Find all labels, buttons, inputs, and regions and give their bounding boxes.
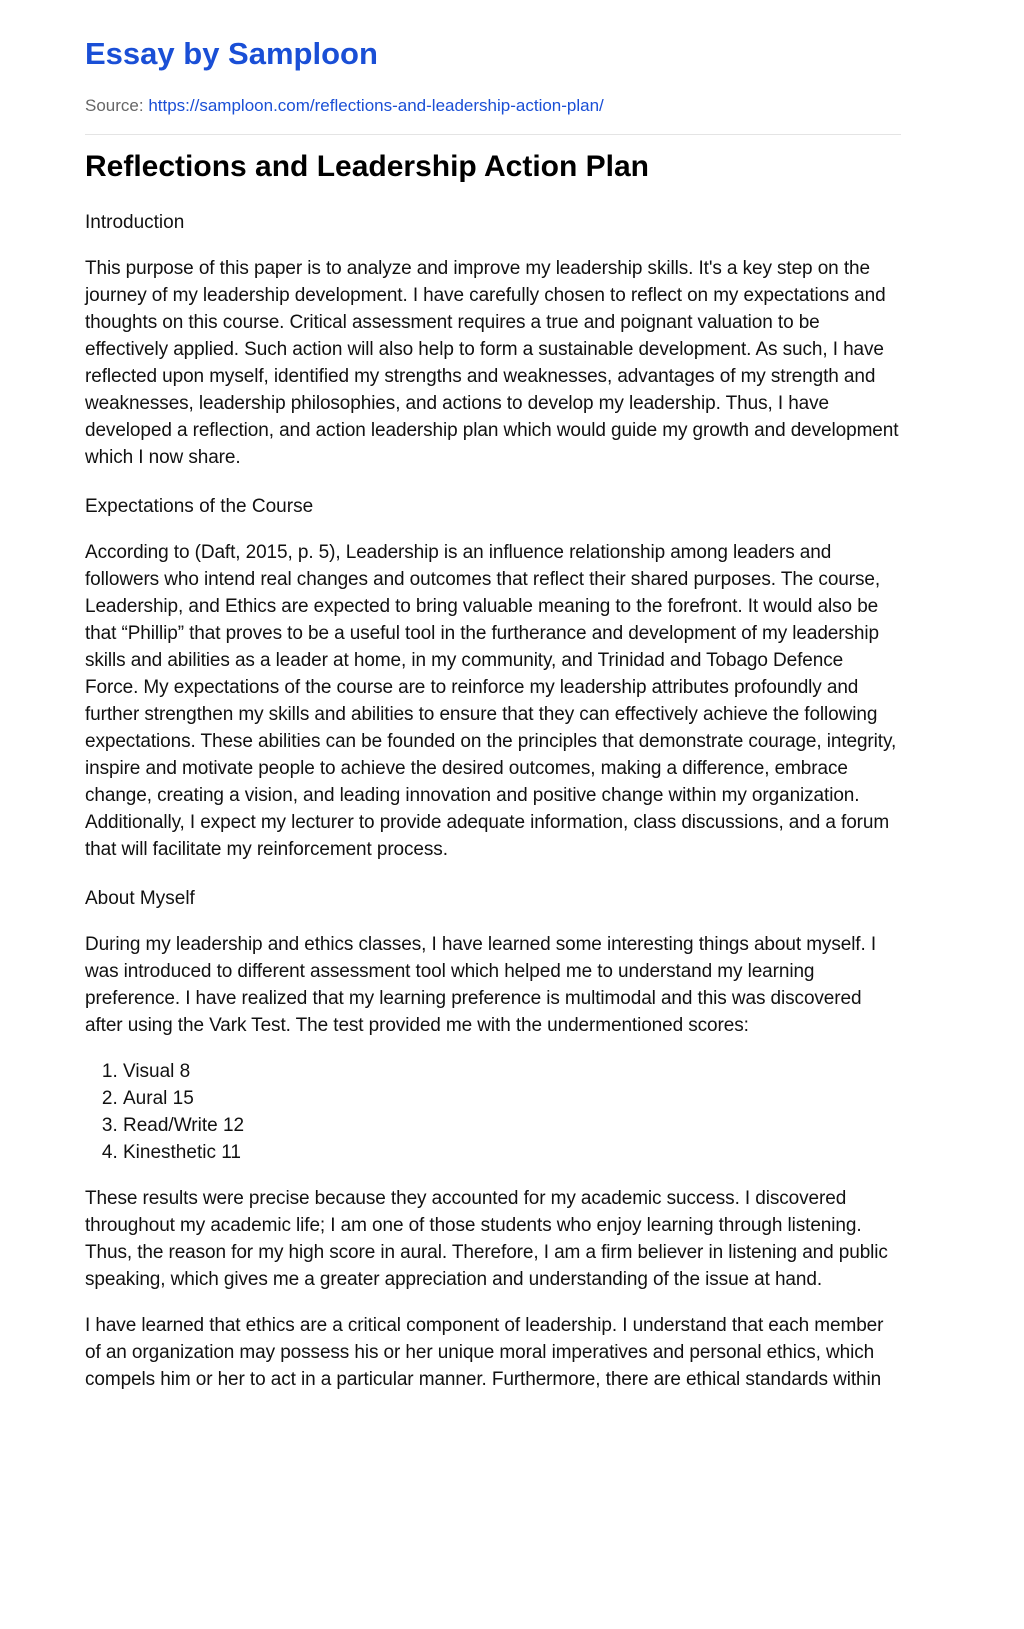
paragraph: During my leadership and ethics classes, I have learned some interesting things about myself. I was introduced to different assessment tool which helped me to understand my learning preference. I have realized that my learning preference is multimodal and this was discovered after using the Vark Test. The test provided me with the undermentioned scores:	[85, 934, 877, 1036]
source-link[interactable]: https://samploon.com/reflections-and-leadership-action-plan/	[148, 96, 604, 115]
document	[85, 0, 901, 1393]
paragraph: This purpose of this paper is to analyze and improve my leadership skills. It's a key step on the journey of my leadership development. I have carefully chosen to reflect on my expectations and thoughts on this course. Critical assessment requires a true and poignant valuation to be effectively applied. Such action will also help to form a sustainable development. As such, I have reflected upon myself, identified my strengths and weaknesses, advantages of my strength and weaknesses, leadership philosophies, and actions to develop my leadership. Thus, I have developed a reflection, and action leadership plan which would guide my growth and development which I now share.	[85, 258, 899, 468]
site-title: Essay by Samploon	[85, 36, 378, 71]
list-item: 3. Read/Write 12	[123, 1112, 901, 1139]
source-label: Source:	[85, 96, 144, 115]
list-item: 1. Visual 8	[123, 1058, 901, 1085]
paragraph: I have learned that ethics are a critical component of leadership. I understand that each member of an organization may possess his or her unique moral imperatives and personal ethics, which compels him or her to act in a particular manner. Furthermore, there are ethical standards within	[85, 1315, 884, 1390]
essay-title: Reflections and Leadership Action Plan	[85, 150, 649, 183]
divider	[85, 134, 901, 135]
list-item: 4. Kinesthetic 11	[123, 1139, 901, 1166]
paragraph: These results were precise because they accounted for my academic success. I discovered throughout my academic life; I am one of those students who enjoy learning through listening. Thus, the reason for my high score in aural. Therefore, I am a firm believer in listening and public speaking, which gives me a greater appreciation and understanding of the issue at hand.	[85, 1188, 888, 1290]
section-heading: Introduction	[85, 212, 185, 233]
section-heading: Expectations of the Course	[85, 496, 314, 517]
source-line	[85, 94, 901, 118]
list-item: 2. Aural 15	[123, 1085, 901, 1112]
score-list	[85, 1058, 901, 1166]
paragraph: According to (Daft, 2015, p. 5), Leadership is an influence relationship among leaders and followers who intend real changes and outcomes that reflect their shared purposes. The course, Leadership, and Ethics are expected to bring valuable meaning to the forefront. It would also be that “Phillip” that proves to be a useful tool in the furtherance and development of my leadership skills and abilities as a leader at home, in my community, and Trinidad and Tobago Defence Force. My expectations of the course are to reinforce my leadership attributes profoundly and further strengthen my skills and abilities to ensure that they can effectively achieve the following expectations. These abilities can be founded on the principles that demonstrate courage, integrity, inspire and motivate people to achieve the desired outcomes, making a difference, embrace change, creating a vision, and leading innovation and positive change within my organization. Additionally, I expect my lecturer to provide adequate information, class discussions, and a forum that will facilitate my reinforcement process.	[85, 542, 897, 860]
section-heading: About Myself	[85, 888, 195, 909]
